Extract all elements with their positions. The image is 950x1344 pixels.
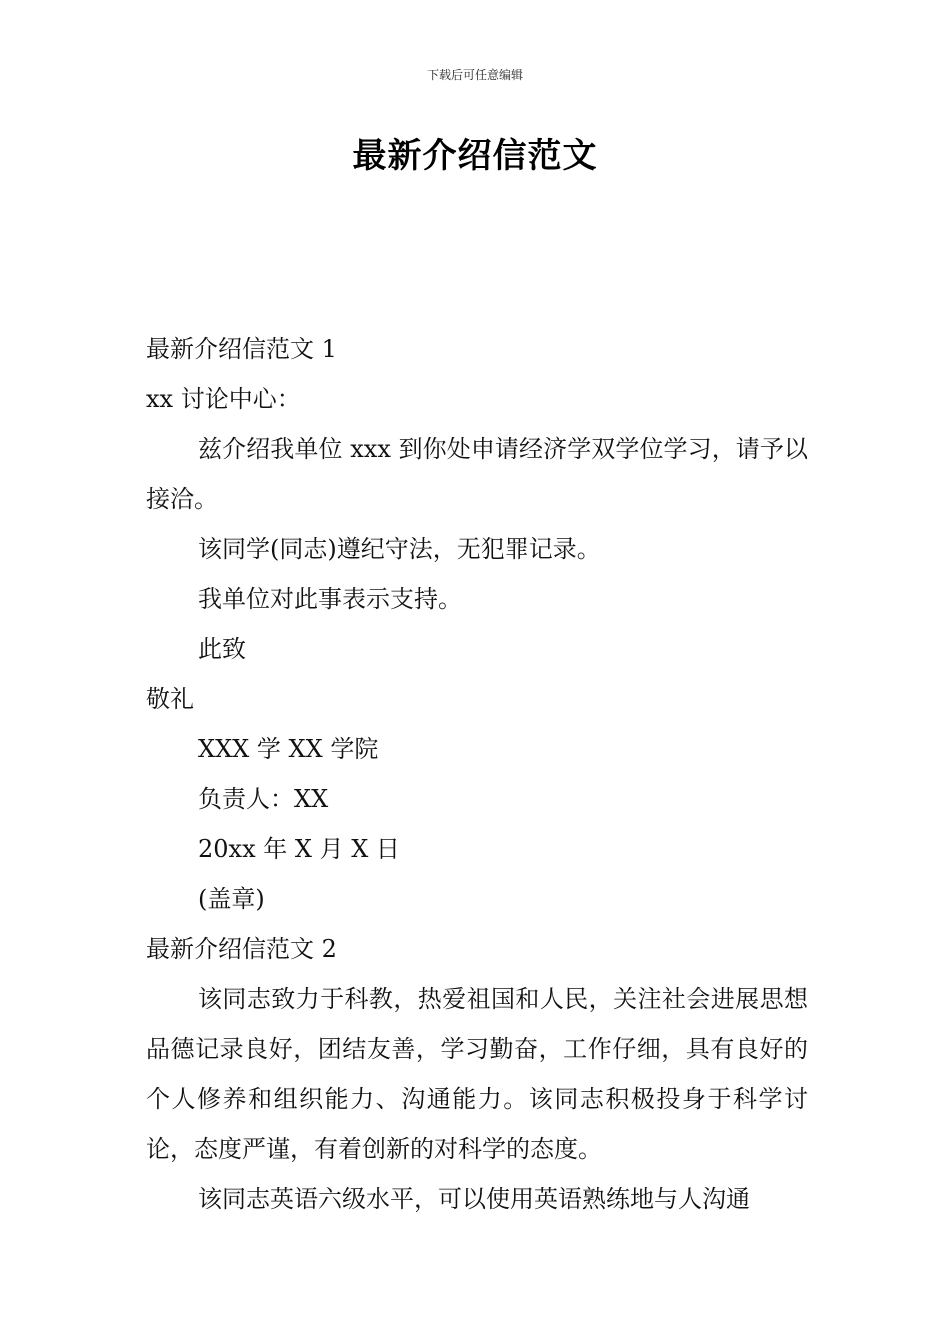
section1-organization: XXX 学 XX 学院 xyxy=(198,735,379,763)
section1-closing: 此致 xyxy=(198,635,246,663)
section1-heading: 最新介绍信范文 1 xyxy=(146,335,337,363)
section1-addressee: xx 讨论中心： xyxy=(146,385,301,413)
header-note: 下载后可任意编辑 xyxy=(426,68,523,82)
section1-seal: (盖章) xyxy=(198,885,265,913)
section1-paragraph-support: 我单位对此事表示支持。 xyxy=(198,585,462,613)
section2-heading: 最新介绍信范文 2 xyxy=(146,935,337,963)
document-title: 最新介绍信范文 xyxy=(352,136,598,176)
section1-paragraph-intro: 兹介绍我单位 xxx 到你处申请经济学双学位学习，请予以接洽。 xyxy=(146,435,808,513)
section2-paragraph-english: 该同志英语六级水平，可以使用英语熟练地与人沟通 xyxy=(198,1185,750,1213)
section1-salute: 敬礼 xyxy=(146,685,194,713)
section1-date: 20xx 年 X 月 X 日 xyxy=(198,835,400,863)
document-body xyxy=(146,324,808,1224)
section1-paragraph-conduct: 该同学(同志)遵纪守法，无犯罪记录。 xyxy=(198,535,601,563)
section2-paragraph-character: 该同志致力于科教，热爱祖国和人民，关注社会进展思想品德记录良好，团结友善，学习勤奋，工作仔细，具有良好的个人修养和组织能力、沟通能力。该同志积极投身于科学讨论，态度严谨，有着创新的对科学的态度。 xyxy=(146,985,808,1163)
section1-responsible-person: 负责人：XX xyxy=(198,785,329,813)
